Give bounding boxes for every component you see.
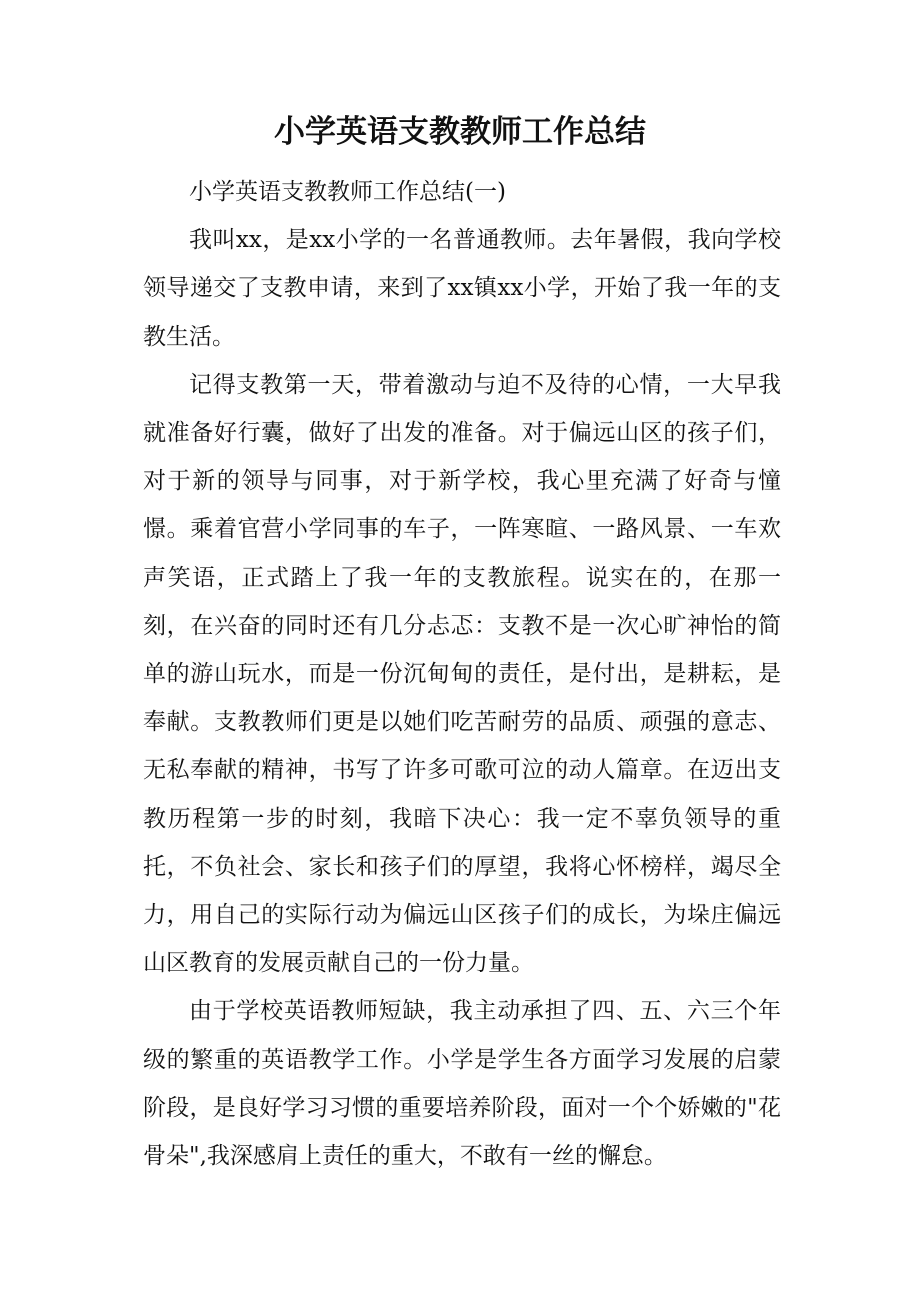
document-body: [143, 168, 781, 1180]
paragraph-3: 由于学校英语教师短缺，我主动承担了四、五、六三个年级的繁重的英语教学工作。小学是学生各方面学习发展的启蒙阶段，是良好学习习惯的重要培养阶段，面对一个个娇嫩的"花骨朵",我深感肩上责任的重大，不敢有一丝的懈怠。: [143, 998, 781, 1170]
section-subtitle: 小学英语支教教师工作总结(一): [189, 179, 506, 205]
paragraph-2: 记得支教第一天，带着激动与迫不及待的心情，一大早我就准备好行囊，做好了出发的准备。对于偏远山区的孩子们，对于新的领导与同事，对于新学校，我心里充满了好奇与憧憬。乘着官营小学同事的车子，一阵寒暄、一路风景、一车欢声笑语，正式踏上了我一年的支教旅程。说实在的，在那一刻，在兴奋的同时还有几分忐忑：支教不是一次心旷神怡的简单的游山玩水，而是一份沉甸甸的责任，是付出，是耕耘，是奉献。支教教师们更是以她们吃苦耐劳的品质、顽强的意志、无私奉献的精神，书写了许多可歌可泣的动人篇章。在迈出支教历程第一步的时刻，我暗下决心：我一定不辜负领导的重托，不负社会、家长和孩子们的厚望，我将心怀榜样，竭尽全力，用自己的实际行动为偏远山区孩子们的成长，为垛庄偏远山区教育的发展贡献自己的一份力量。: [143, 371, 781, 977]
document-title: 小学英语支教教师工作总结: [274, 114, 646, 150]
paragraph-1: 我叫xx，是xx小学的一名普通教师。去年暑假，我向学校领导递交了支教申请，来到了xx镇xx小学，开始了我一年的支教生活。: [143, 227, 781, 350]
